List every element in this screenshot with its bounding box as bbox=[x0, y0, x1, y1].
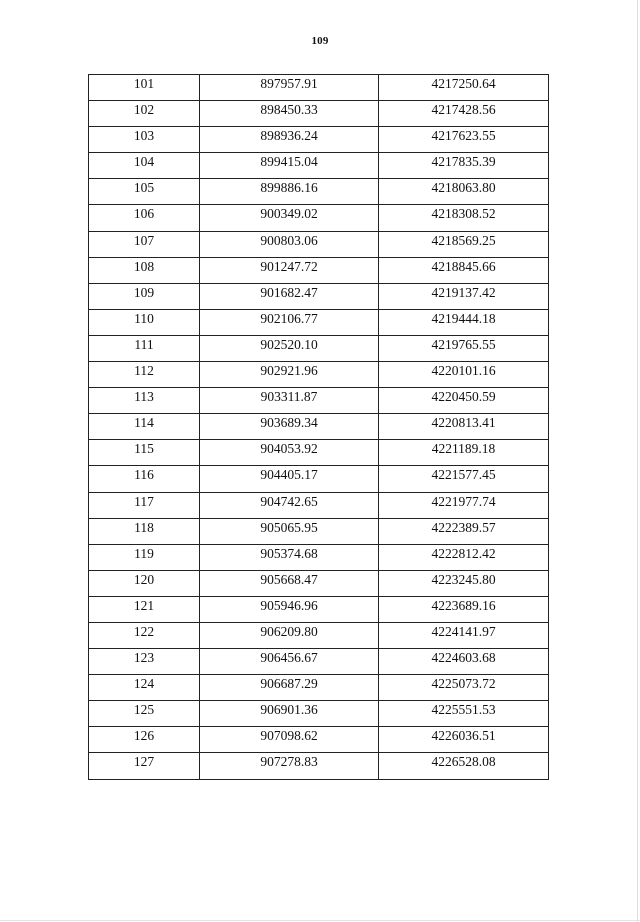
point-number-cell: 117 bbox=[89, 492, 200, 518]
table-row bbox=[89, 362, 549, 388]
table-row bbox=[89, 335, 549, 361]
coordinates-table bbox=[88, 74, 549, 780]
point-number-cell: 115 bbox=[89, 440, 200, 466]
x-coordinate-cell: 897957.91 bbox=[200, 75, 379, 101]
point-number-cell: 124 bbox=[89, 675, 200, 701]
x-coordinate-cell: 907098.62 bbox=[200, 727, 379, 753]
table-row bbox=[89, 701, 549, 727]
point-number-cell: 101 bbox=[89, 75, 200, 101]
y-coordinate-cell: 4217250.64 bbox=[379, 75, 549, 101]
table-row bbox=[89, 309, 549, 335]
point-number-cell: 121 bbox=[89, 596, 200, 622]
y-coordinate-cell: 4220813.41 bbox=[379, 414, 549, 440]
y-coordinate-cell: 4217428.56 bbox=[379, 101, 549, 127]
table-row bbox=[89, 649, 549, 675]
point-number-cell: 109 bbox=[89, 283, 200, 309]
x-coordinate-cell: 903689.34 bbox=[200, 414, 379, 440]
table-row bbox=[89, 440, 549, 466]
y-coordinate-cell: 4221189.18 bbox=[379, 440, 549, 466]
x-coordinate-cell: 901247.72 bbox=[200, 257, 379, 283]
x-coordinate-cell: 905946.96 bbox=[200, 596, 379, 622]
x-coordinate-cell: 906456.67 bbox=[200, 649, 379, 675]
x-coordinate-cell: 905374.68 bbox=[200, 544, 379, 570]
table-row bbox=[89, 544, 549, 570]
y-coordinate-cell: 4220450.59 bbox=[379, 388, 549, 414]
x-coordinate-cell: 903311.87 bbox=[200, 388, 379, 414]
scan-edge-bottom bbox=[0, 920, 640, 921]
table-row bbox=[89, 518, 549, 544]
x-coordinate-cell: 906209.80 bbox=[200, 622, 379, 648]
table-row bbox=[89, 101, 549, 127]
point-number-cell: 111 bbox=[89, 335, 200, 361]
x-coordinate-cell: 904053.92 bbox=[200, 440, 379, 466]
point-number-cell: 123 bbox=[89, 649, 200, 675]
y-coordinate-cell: 4224141.97 bbox=[379, 622, 549, 648]
point-number-cell: 126 bbox=[89, 727, 200, 753]
point-number-cell: 107 bbox=[89, 231, 200, 257]
table-row bbox=[89, 127, 549, 153]
x-coordinate-cell: 906901.36 bbox=[200, 701, 379, 727]
table-row bbox=[89, 179, 549, 205]
y-coordinate-cell: 4217623.55 bbox=[379, 127, 549, 153]
y-coordinate-cell: 4225073.72 bbox=[379, 675, 549, 701]
y-coordinate-cell: 4218845.66 bbox=[379, 257, 549, 283]
x-coordinate-cell: 901682.47 bbox=[200, 283, 379, 309]
x-coordinate-cell: 899415.04 bbox=[200, 153, 379, 179]
y-coordinate-cell: 4220101.16 bbox=[379, 362, 549, 388]
y-coordinate-cell: 4223245.80 bbox=[379, 570, 549, 596]
table-row bbox=[89, 388, 549, 414]
y-coordinate-cell: 4226036.51 bbox=[379, 727, 549, 753]
x-coordinate-cell: 902921.96 bbox=[200, 362, 379, 388]
table-row bbox=[89, 570, 549, 596]
x-coordinate-cell: 905065.95 bbox=[200, 518, 379, 544]
point-number-cell: 103 bbox=[89, 127, 200, 153]
point-number-cell: 114 bbox=[89, 414, 200, 440]
y-coordinate-cell: 4226528.08 bbox=[379, 753, 549, 779]
table-row bbox=[89, 622, 549, 648]
y-coordinate-cell: 4217835.39 bbox=[379, 153, 549, 179]
point-number-cell: 127 bbox=[89, 753, 200, 779]
y-coordinate-cell: 4222812.42 bbox=[379, 544, 549, 570]
table-row bbox=[89, 492, 549, 518]
y-coordinate-cell: 4219765.55 bbox=[379, 335, 549, 361]
table-row bbox=[89, 205, 549, 231]
table-row bbox=[89, 75, 549, 101]
table-row bbox=[89, 231, 549, 257]
point-number-cell: 119 bbox=[89, 544, 200, 570]
point-number-cell: 122 bbox=[89, 622, 200, 648]
y-coordinate-cell: 4224603.68 bbox=[379, 649, 549, 675]
x-coordinate-cell: 907278.83 bbox=[200, 753, 379, 779]
table-row bbox=[89, 596, 549, 622]
x-coordinate-cell: 902106.77 bbox=[200, 309, 379, 335]
y-coordinate-cell: 4219137.42 bbox=[379, 283, 549, 309]
x-coordinate-cell: 902520.10 bbox=[200, 335, 379, 361]
x-coordinate-cell: 900349.02 bbox=[200, 205, 379, 231]
x-coordinate-cell: 906687.29 bbox=[200, 675, 379, 701]
point-number-cell: 112 bbox=[89, 362, 200, 388]
x-coordinate-cell: 905668.47 bbox=[200, 570, 379, 596]
coordinates-table-body bbox=[89, 75, 549, 780]
y-coordinate-cell: 4221977.74 bbox=[379, 492, 549, 518]
point-number-cell: 104 bbox=[89, 153, 200, 179]
y-coordinate-cell: 4218569.25 bbox=[379, 231, 549, 257]
point-number-cell: 102 bbox=[89, 101, 200, 127]
y-coordinate-cell: 4222389.57 bbox=[379, 518, 549, 544]
y-coordinate-cell: 4218308.52 bbox=[379, 205, 549, 231]
table-row bbox=[89, 466, 549, 492]
point-number-cell: 105 bbox=[89, 179, 200, 205]
x-coordinate-cell: 904742.65 bbox=[200, 492, 379, 518]
y-coordinate-cell: 4218063.80 bbox=[379, 179, 549, 205]
x-coordinate-cell: 898936.24 bbox=[200, 127, 379, 153]
point-number-cell: 125 bbox=[89, 701, 200, 727]
table-row bbox=[89, 727, 549, 753]
x-coordinate-cell: 899886.16 bbox=[200, 179, 379, 205]
point-number-cell: 120 bbox=[89, 570, 200, 596]
y-coordinate-cell: 4219444.18 bbox=[379, 309, 549, 335]
table-row bbox=[89, 414, 549, 440]
table-row bbox=[89, 283, 549, 309]
y-coordinate-cell: 4221577.45 bbox=[379, 466, 549, 492]
point-number-cell: 106 bbox=[89, 205, 200, 231]
y-coordinate-cell: 4223689.16 bbox=[379, 596, 549, 622]
page-number: 109 bbox=[311, 35, 329, 47]
point-number-cell: 108 bbox=[89, 257, 200, 283]
point-number-cell: 118 bbox=[89, 518, 200, 544]
x-coordinate-cell: 904405.17 bbox=[200, 466, 379, 492]
y-coordinate-cell: 4225551.53 bbox=[379, 701, 549, 727]
table-row bbox=[89, 675, 549, 701]
scan-edge-right bbox=[637, 0, 638, 922]
point-number-cell: 116 bbox=[89, 466, 200, 492]
table-row bbox=[89, 257, 549, 283]
x-coordinate-cell: 900803.06 bbox=[200, 231, 379, 257]
table-row bbox=[89, 753, 549, 779]
x-coordinate-cell: 898450.33 bbox=[200, 101, 379, 127]
table-row bbox=[89, 153, 549, 179]
point-number-cell: 113 bbox=[89, 388, 200, 414]
point-number-cell: 110 bbox=[89, 309, 200, 335]
